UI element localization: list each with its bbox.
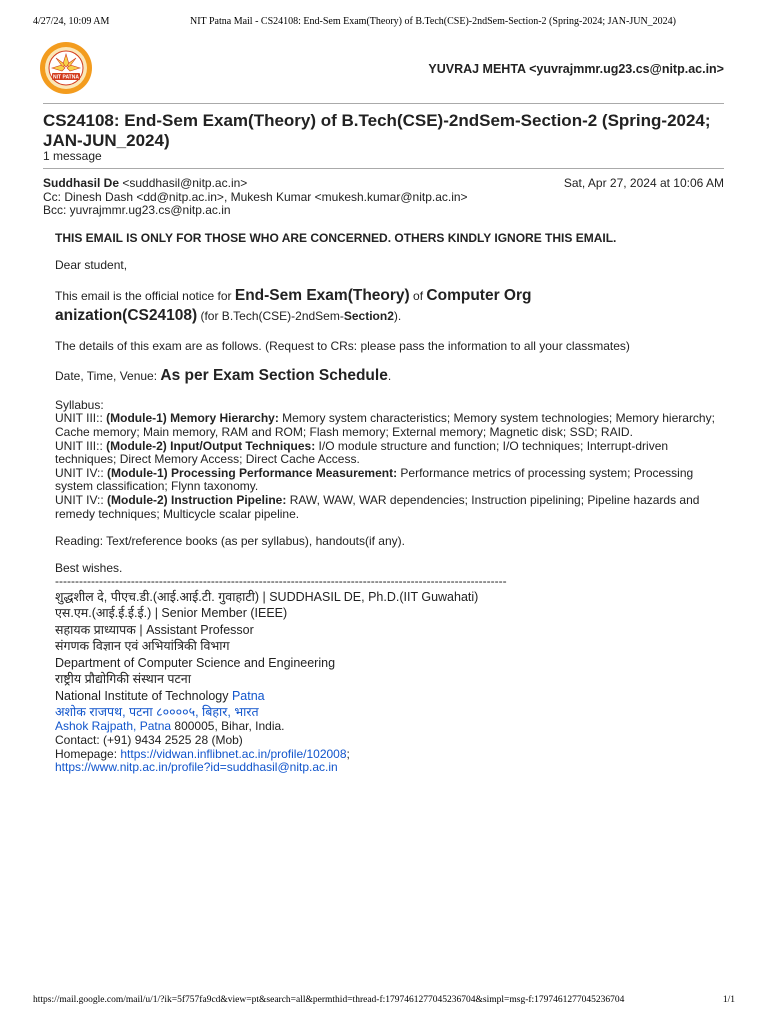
signature-divider: -----------------------------------------------------------------------------------------------------------------	[55, 575, 507, 589]
section-label: Section2	[343, 309, 394, 324]
details-text: The details of this exam are as follows. (Request to CRs: please pass the information to all your classmates)	[55, 338, 630, 353]
patna-link[interactable]: Patna	[231, 688, 265, 703]
print-footer	[33, 995, 735, 1007]
print-header	[33, 16, 735, 30]
cc-line: Cc: Dinesh Dash <dd@nitp.ac.in>, Mukesh Kumar <mukesh.kumar@nitp.ac.in>	[43, 189, 468, 204]
page-number: 1/1	[722, 995, 735, 1005]
logo-text: NIT PATNA	[53, 74, 79, 81]
nit-patna-logo	[36, 40, 96, 96]
signature-title: सहायक प्राध्यापक | Assistant Professor	[55, 622, 254, 637]
email-subject: CS24108: End-Sem Exam(Theory) of B.Tech(CSE)-2ndSem-Section-2 (Spring-2024; JAN-JUN_2024)	[43, 111, 711, 150]
signature-homepage-2	[55, 761, 720, 775]
course-name-part1: Computer Org	[426, 287, 532, 305]
syllabus-label: Syllabus:	[55, 397, 104, 412]
print-url: https://mail.google.com/mail/u/1/?ik=5f757fa9cd&view=pt&search=all&permthid=thread-f:1797461277045236704&simpl=msg-f:1797461277045236704	[33, 995, 625, 1005]
signature-institute-english: National Institute of Technology Patna	[55, 688, 265, 703]
print-datetime: 4/27/24, 10:09 AM	[33, 16, 110, 27]
signature-address: Ashok Rajpath, Patna 800005, Bihar, India.	[55, 719, 285, 734]
syllabus-unit: UNIT IV:: (Module-1) Processing Performance Measurement: Performance metrics of processing system; Processing system classification; Flynn taxonomy.	[55, 465, 694, 494]
signature-dept-english: Department of Computer Science and Engineering	[55, 655, 336, 670]
message-headers	[43, 177, 724, 218]
course-name-part2: anization(CS24108)	[55, 307, 198, 325]
signature-address-hindi	[55, 704, 720, 720]
signature-membership: एस.एम.(आई.ई.ई.ई.) | Senior Member (IEEE)	[55, 606, 288, 621]
homepage-link-vidwan[interactable]: https://vidwan.inflibnet.ac.in/profile/102008	[120, 746, 347, 761]
reading-text: Reading: Text/reference books (as per syllabus), handouts(if any).	[55, 533, 405, 548]
signature-homepage: Homepage: https://vidwan.inflibnet.ac.in/profile/102008;	[55, 746, 350, 761]
greeting: Dear student,	[55, 258, 128, 273]
account-identity: YUVRAJ MEHTA <yuvrajmmr.ug23.cs@nitp.ac.in>	[428, 62, 724, 76]
sender-name: Suddhasil De	[43, 176, 120, 190]
notice-text: THIS EMAIL IS ONLY FOR THOSE WHO ARE CONCERNED. OTHERS KINDLY IGNORE THIS EMAIL.	[55, 231, 617, 245]
signature-block	[55, 575, 720, 774]
syllabus-unit: UNIT III:: (Module-2) Input/Output Techniques: I/O module structure and function; I/O techniques; Interrupt-driven techniques; Direct Memory Access; Direct Cache Access.	[55, 438, 669, 467]
message-count: 1 message	[43, 149, 102, 163]
exam-name: End-Sem Exam(Theory)	[234, 287, 410, 305]
address-hindi-link[interactable]: अशोक राजपथ, पटना ८००००५, बिहार, भारत	[55, 704, 259, 719]
signature-name: शुद्धशील दे, पीएच.डी.(आई.आई.टी. गुवाहाटी) | SUDDHASIL DE, Ph.D.(IIT Guwahati)	[55, 590, 479, 605]
signature-dept-hindi: संगणक विज्ञान एवं अभियांत्रिकी विभाग	[55, 639, 230, 654]
bcc-line: Bcc: yuvrajmmr.ug23.cs@nitp.ac.in	[43, 203, 231, 217]
signature-institute-hindi: राष्ट्रीय प्रौद्योगिकी संस्थान पटना	[55, 672, 191, 687]
print-title: NIT Patna Mail - CS24108: End-Sem Exam(Theory) of B.Tech(CSE)-2ndSem-Section-2 (Spring-2024; JAN-JUN_2024)	[190, 16, 676, 27]
email-body	[55, 232, 720, 775]
closing-text: Best wishes.	[55, 560, 123, 575]
homepage-link-nitp[interactable]: https://www.nitp.ac.in/profile?id=suddhasil@nitp.ac.in	[55, 760, 338, 775]
date-time-venue: Date, Time, Venue: As per Exam Section Schedule.	[55, 367, 392, 385]
address-link[interactable]: Ashok Rajpath, Patna	[55, 719, 172, 734]
syllabus-unit: UNIT III:: (Module-1) Memory Hierarchy: Memory system characteristics; Memory system technologies; Memory hierarchy; Cache memory; Main memory, RAM and ROM; Flash memory; External memory; Magnetic disk; SSD; RAID.	[55, 411, 715, 439]
header-divider	[43, 103, 724, 104]
message-divider	[43, 168, 724, 169]
official-notice-paragraph: This email is the official notice for End-Sem Exam(Theory) of Computer Org anization(CS24108) (for B.Tech(CSE)-2ndSem-Section2).	[55, 287, 532, 325]
syllabus-unit: UNIT IV:: (Module-2) Instruction Pipeline: RAW, WAW, WAR dependencies; Instruction pipelining; Pipeline hazards and remedy techniques; Multicycle scalar pipeline.	[55, 492, 700, 521]
venue-value: As per Exam Section Schedule	[160, 367, 388, 385]
signature-contact: Contact: (+91) 9434 2525 28 (Mob)	[55, 732, 243, 747]
sent-date: Sat, Apr 27, 2024 at 10:06 AM	[563, 176, 724, 190]
sender-email: <suddhasil@nitp.ac.in>	[122, 176, 248, 190]
